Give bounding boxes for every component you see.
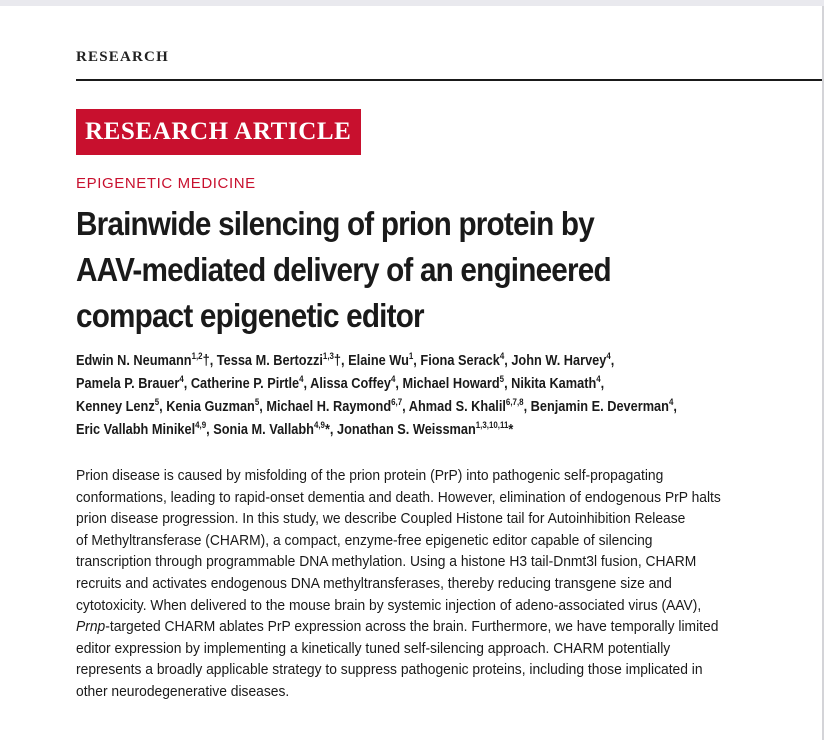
abstract-line: prion disease progression. In this study, we describe Coupled Histone tail for Autoinhibition Release: [76, 511, 686, 528]
author-name: Nikita Kamath$^4$: [511, 374, 601, 392]
author-name: Edwin N. Neumann$^{1,2}$†: [76, 351, 210, 369]
author-name: Benjamin E. Deverman$^4$: [530, 397, 674, 415]
affiliation-sup: 1,3,10,11: [475, 420, 509, 430]
topic-kicker: EPIGENETIC MEDICINE: [76, 175, 256, 192]
author-line: Eric Vallabh Minikel$^{4,9}$, Sonia M. Vallabh$^{4,9}$*, Jonathan S. Weissman$^{1,3,10,11}$*: [76, 420, 514, 438]
author-name: John W. Harvey$^4$: [511, 351, 611, 369]
author-list: [76, 350, 798, 442]
affiliation-sup: 4: [390, 374, 396, 384]
author-name: Kenney Lenz$^5$: [76, 397, 160, 415]
affiliation-sup: 5: [499, 374, 505, 384]
abstract-line: of Methyltransferase (CHARM), a compact, enzyme-free epigenetic editor capable of silencing: [76, 532, 653, 549]
abstract-line: Prnp-targeted CHARM ablates PrP expression across the brain. Furthermore, we have temporally limited: [76, 619, 719, 636]
author-line: Edwin N. Neumann$^{1,2}$†, Tessa M. Bertozzi$^{1,3}$†, Elaine Wu$^1$, Fiona Serack$^4$, John W. Harvey$^4$,: [76, 351, 615, 369]
affiliation-sup: 1: [408, 351, 414, 361]
abstract: [76, 466, 821, 704]
abstract-line: editor expression by implementing a kinetically tuned self-silencing approach. CHARM potentially: [76, 640, 671, 657]
affiliation-sup: 6,7: [391, 397, 403, 407]
title-line: compact epigenetic editor: [76, 297, 424, 334]
header-rule: [76, 79, 822, 81]
affiliation-sup: 4,9: [313, 420, 325, 430]
affiliation-sup: 4: [179, 374, 184, 384]
affiliation-sup: 5: [254, 397, 260, 407]
author-name: Michael Howard$^5$: [402, 374, 505, 392]
affiliation-sup: 4: [596, 374, 601, 384]
abstract-line: represents a broadly applicable strategy to suppress pathogenic proteins, including those implicated in: [76, 662, 703, 679]
abstract-line: other neurodegenerative diseases.: [76, 683, 290, 700]
author-name: Kenia Guzman$^5$: [166, 397, 260, 415]
author-name: Eric Vallabh Minikel$^{4,9}$: [76, 420, 207, 438]
author-name: Ahmad S. Khalil$^{6,7,8}$: [408, 397, 524, 415]
abstract-line: Prion disease is caused by misfolding of the prion protein (PrP) into pathogenic self-propagating: [76, 468, 664, 484]
affiliation-sup: 6,7,8: [505, 397, 524, 407]
affiliation-sup: 5: [154, 397, 160, 407]
affiliation-sup: 4: [499, 351, 505, 361]
author-name: Fiona Serack$^4$: [420, 351, 505, 369]
affiliation-sup: 4: [299, 374, 304, 384]
author-name: Elaine Wu$^1$: [348, 351, 414, 369]
abstract-line: transcription through programmable DNA methylation. Using a histone H3 tail-Dnmt3l fusion, CHARM: [76, 554, 697, 571]
author-name: Jonathan S. Weissman$^{1,3,10,11}$*: [337, 420, 514, 438]
author-name: Pamela P. Brauer$^4$: [76, 374, 184, 392]
abstract-line: cytotoxicity. When delivered to the mouse brain by systemic injection of adeno-associated virus (AAV),: [76, 597, 702, 614]
affiliation-sup: 4,9: [195, 420, 207, 430]
gene-name: Prnp: [76, 619, 106, 636]
title-line: Brainwide silencing of prion protein by: [76, 205, 594, 242]
title-line: AAV-mediated delivery of an engineered: [76, 251, 611, 288]
abstract-line: recruits and activates endogenous DNA methyltransferases, thereby reducing transgene size and: [76, 575, 672, 592]
affiliation-sup: 1,3: [322, 351, 334, 361]
article-title: [76, 201, 634, 339]
window-top-strip: [0, 0, 824, 6]
author-name: Sonia M. Vallabh$^{4,9}$*: [213, 420, 330, 438]
author-name: Alissa Coffey$^4$: [310, 374, 396, 392]
abstract-line: conformations, leading to rapid-onset dementia and death. However, elimination of endogenous PrP halts: [76, 489, 721, 506]
author-line: Kenney Lenz$^5$, Kenia Guzman$^5$, Michael H. Raymond$^{6,7}$, Ahmad S. Khalil$^{6,7,8}$, Benjamin E. Deverman$^4$,: [76, 397, 677, 415]
article-type-banner: RESEARCH ARTICLE: [76, 109, 361, 155]
author-line: Pamela P. Brauer$^4$, Catherine P. Pirtle$^4$, Alissa Coffey$^4$, Michael Howard$^5$, Nikita Kamath$^4$,: [76, 374, 605, 392]
author-name: Tessa M. Bertozzi$^{1,3}$†: [216, 351, 342, 369]
author-name: Catherine P. Pirtle$^4$: [190, 374, 304, 392]
affiliation-sup: 1,2: [191, 351, 203, 361]
author-name: Michael H. Raymond$^{6,7}$: [266, 397, 403, 415]
affiliation-sup: 4: [606, 351, 611, 361]
affiliation-sup: 4: [668, 397, 674, 407]
section-label: RESEARCH: [76, 49, 169, 65]
